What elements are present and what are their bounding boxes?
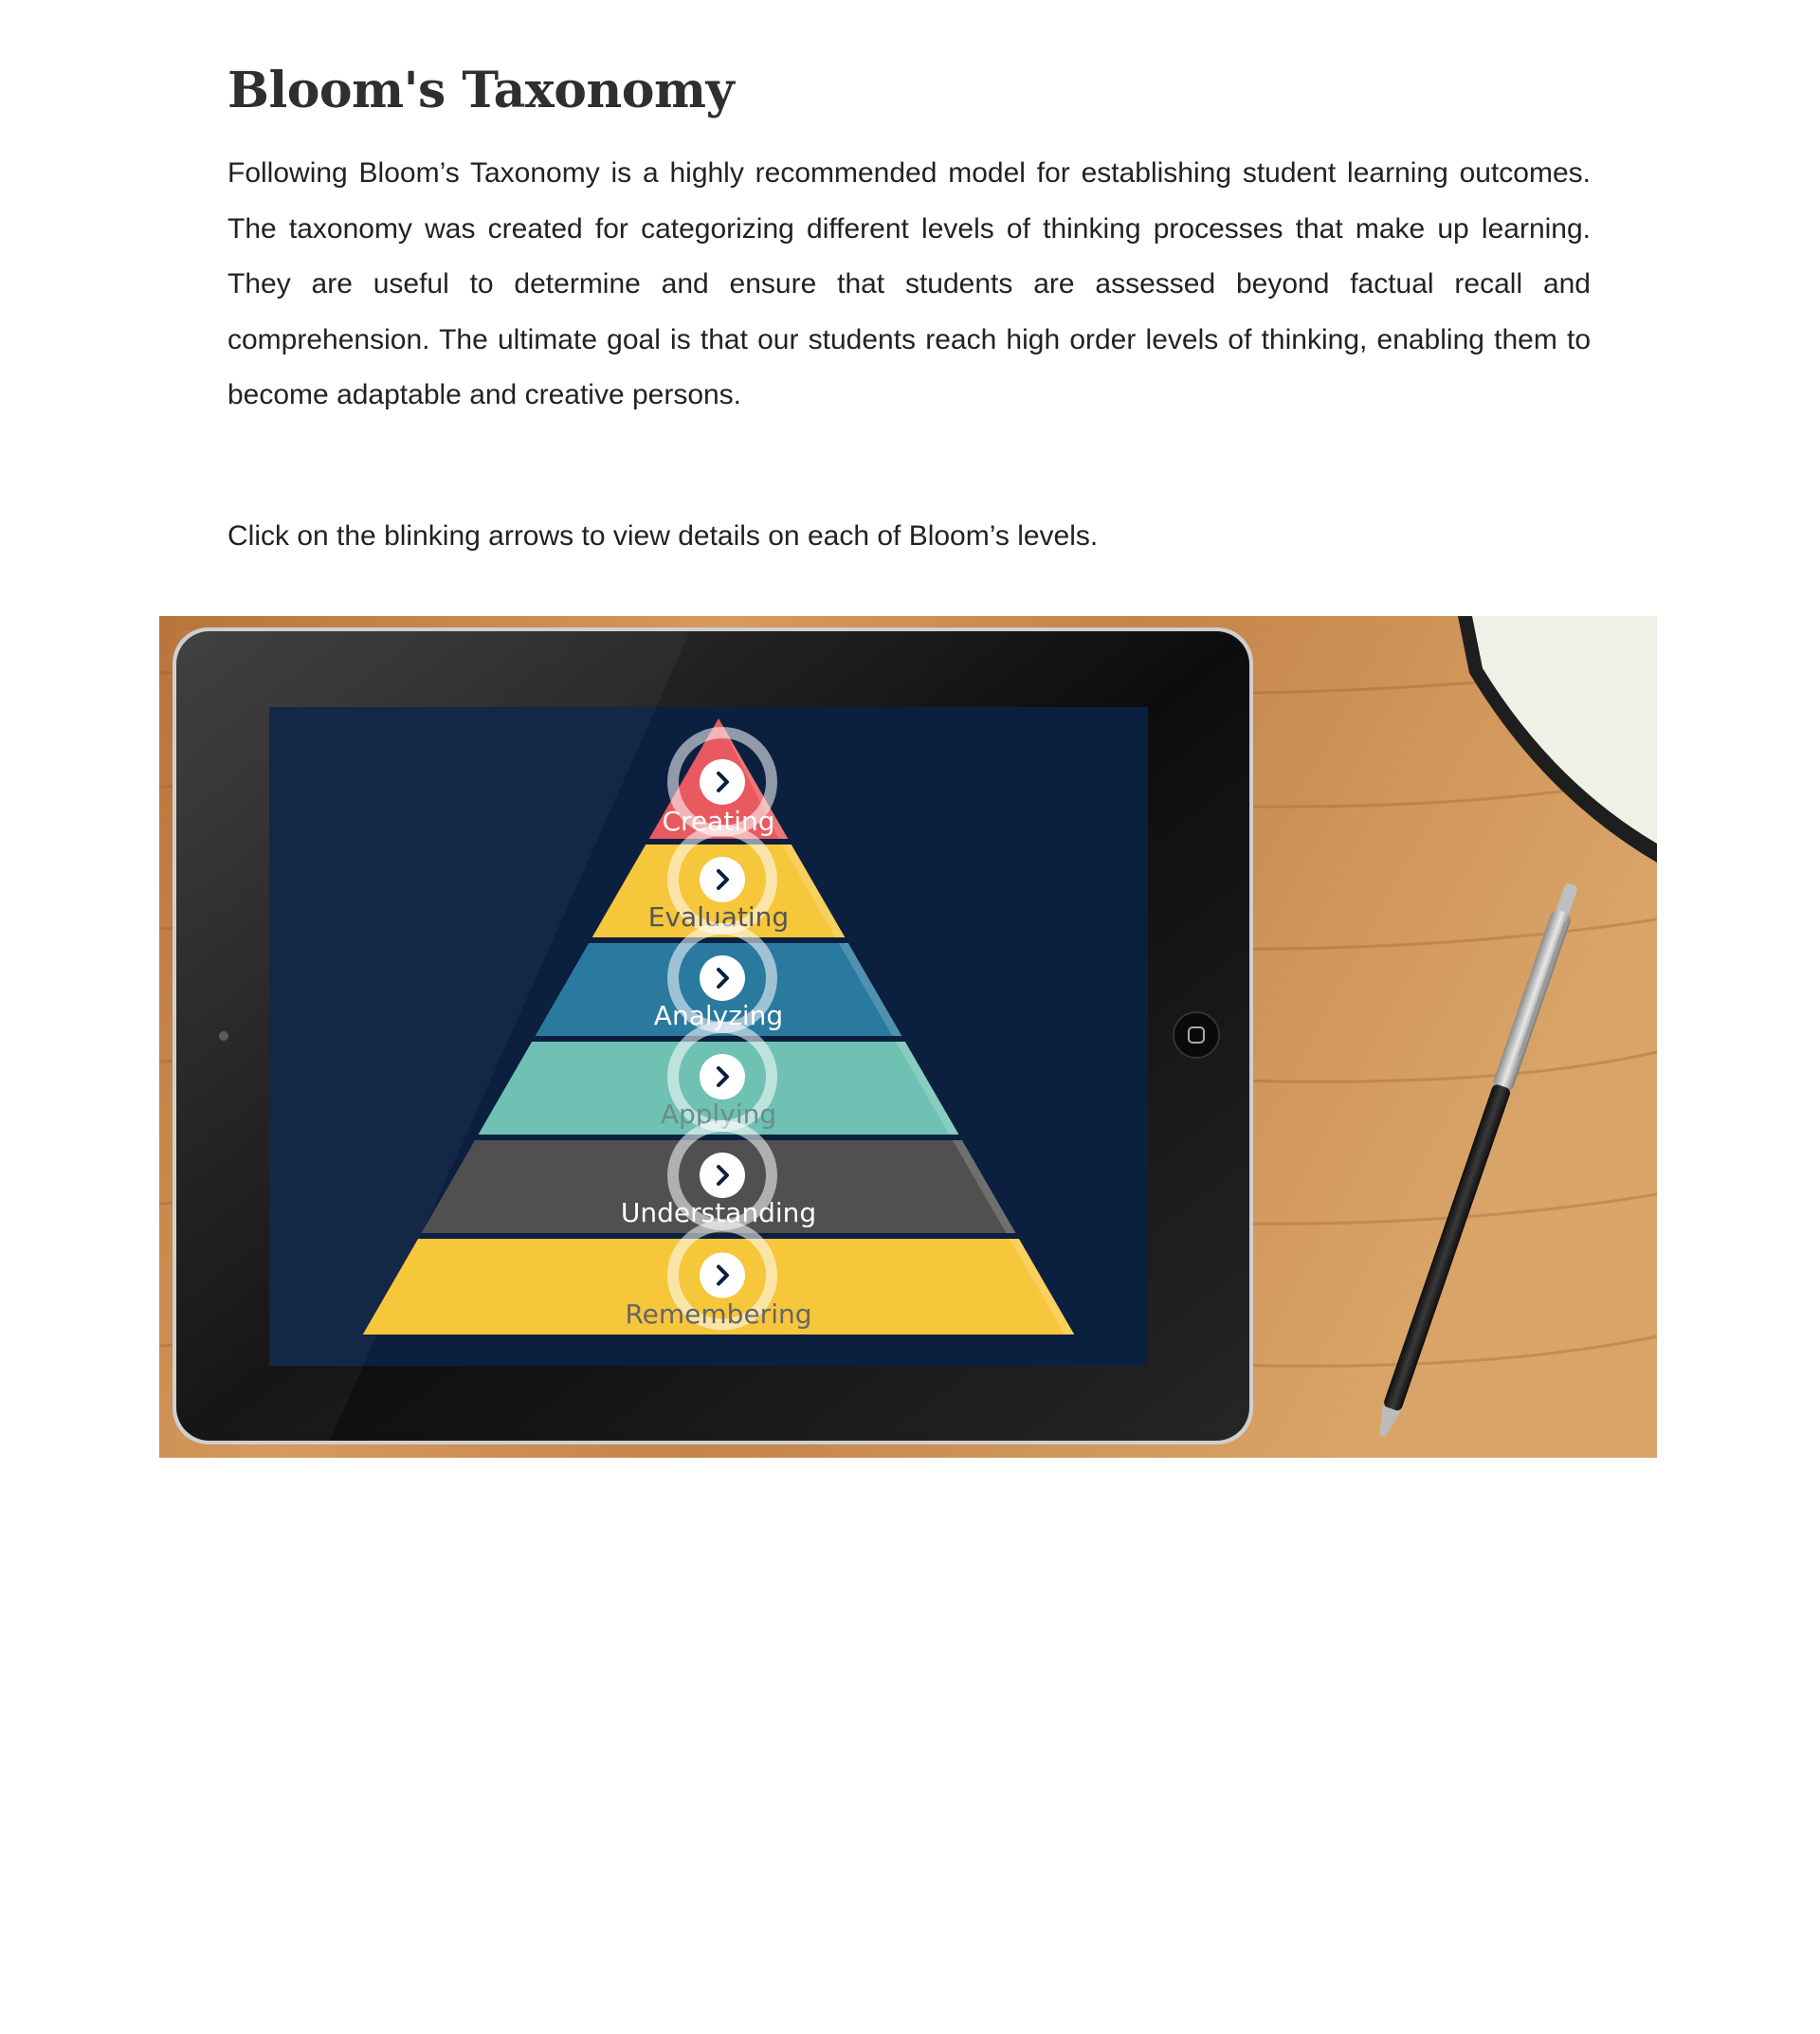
arrow-circle xyxy=(700,1153,745,1198)
blooms-pyramid-figure xyxy=(159,616,1657,1458)
pyramid-level-applying xyxy=(479,1027,959,1135)
pyramid-level-analyzing xyxy=(536,929,902,1036)
pyramid-level-understanding xyxy=(422,1126,1016,1233)
arrow-circle xyxy=(700,759,745,805)
home-button xyxy=(1174,1012,1219,1058)
level-label-remembering: Remembering xyxy=(625,1298,812,1330)
level-label-understanding: Understanding xyxy=(620,1197,817,1228)
page-title: Bloom's Taxonomy xyxy=(228,62,735,119)
main-content xyxy=(228,57,1591,555)
level-label-applying: Applying xyxy=(660,1099,777,1130)
level-label-evaluating: Evaluating xyxy=(647,901,790,933)
arrow-circle xyxy=(700,955,745,1001)
level-label-creating: Creating xyxy=(662,806,775,837)
intro-paragraph: Following Bloom’s Taxonomy is a highly recommended model for establishing student learning outcomes. The taxonomy was created for categorizing different levels of thinking processes that make up learning. They are useful to determine and ensure that students are assessed beyond factual recall and comprehension. The ultimate goal is that our students reach high order levels of thinking, enabling them to become adaptable and creative persons. xyxy=(228,157,1591,410)
instruction-text: Click on the blinking arrows to view details on each of Bloom’s levels. xyxy=(228,519,1099,552)
pyramid-level-remembering xyxy=(363,1226,1075,1335)
arrow-circle xyxy=(700,857,745,902)
arrow-circle xyxy=(700,1054,745,1099)
level-label-analyzing: Analyzing xyxy=(653,1000,784,1031)
arrow-circle xyxy=(700,1253,745,1298)
